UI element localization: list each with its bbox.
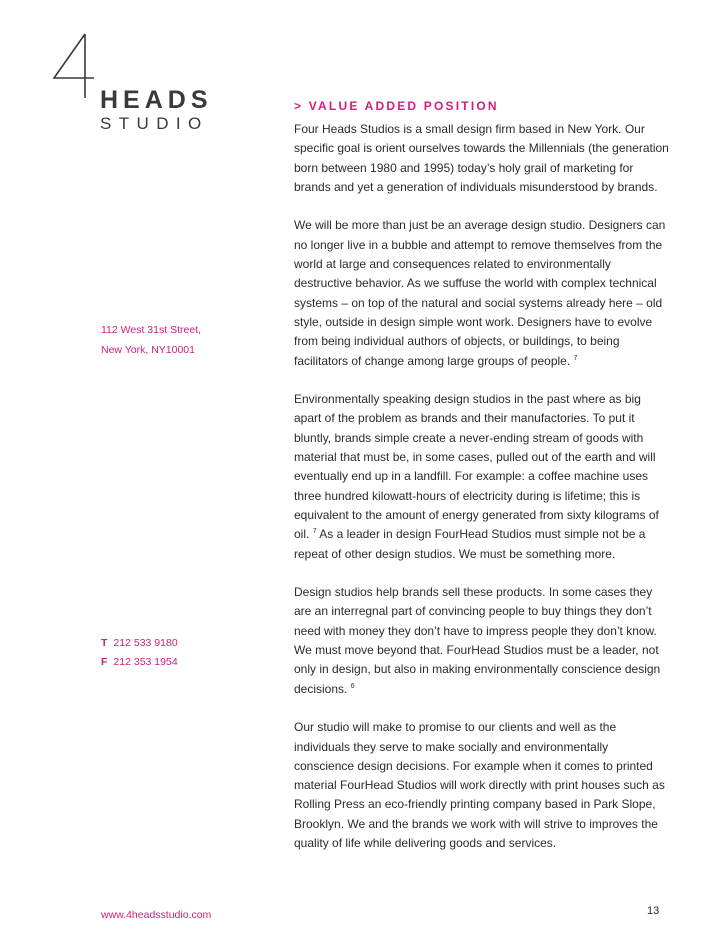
contact-info — [101, 634, 178, 672]
phone-row — [101, 634, 178, 653]
paragraph-4-text: Design studios help brands sell these products. In some cases they are an interregnal part of convincing people to buy things they don’t need with money they don’t have to impress people they don’t know. We must move beyond that. FourHead Studios must be a leader, not only in design, but also in making environmentally conscience design decisions. — [294, 585, 661, 696]
fax-label: F — [101, 656, 108, 668]
paragraph-4 — [294, 583, 669, 699]
body-text — [294, 120, 669, 873]
paragraph-5-text: Our studio will make to promise to our clients and well as the individuals they serve to make socially and environmentally conscience design decisions. For example when it comes to printed material FourHead Studios will work directly with print houses such as Rolling Press an eco-friendly printing company based in Park Slope, Brooklyn. We and the brands we work with will strive to improves the quality of life while delivering goods and services. — [294, 720, 665, 850]
logo-heads-text: HEADS — [100, 86, 213, 114]
paragraph-1 — [294, 120, 669, 197]
address-line-2: New York, NY10001 — [101, 344, 195, 356]
fax-number: 212 353 1954 — [113, 656, 178, 668]
section-heading: > VALUE ADDED POSITION — [294, 99, 499, 113]
address-line-1: 112 West 31st Street, — [101, 324, 201, 336]
studio-address — [101, 320, 201, 360]
studio-logo — [52, 30, 212, 140]
phone-number: 212 533 9180 — [113, 637, 178, 649]
footnote-ref: 7 — [312, 528, 317, 536]
fax-row — [101, 653, 178, 672]
footnote-ref: 6 — [350, 682, 355, 690]
footnote-ref: 7 — [573, 354, 578, 362]
logo-studio-text: STUDIO — [100, 114, 209, 133]
paragraph-2-text: We will be more than just be an average design studio. Designers can no longer live in a bubble and attempt to remove themselves from the world at large and consequences related to environmentally destructive behavior. As we suffuse the world with complex technical systems – on top of the natural and social systems already here – old style, outside in design simple wont work. Designers have to evolve from being individual authors of objects, or buildings, to being facilitators of change among large groups of people. — [294, 218, 666, 368]
paragraph-1-text: Four Heads Studios is a small design firm based in New York. Our specific goal is orient ourselves towards the Millennials (the generation born between 1980 and 1995) today’s holy grail of marketing for brands and yet a generation of individuals misunderstood by brands. — [294, 122, 669, 194]
paragraph-3-text-b: As a leader in design FourHead Studios must simple not be a repeat of other design studios. We must be something more. — [294, 527, 646, 561]
paragraph-3 — [294, 390, 669, 564]
paragraph-3-text-a: Environmentally speaking design studios in the past where as big apart of the problem as brands and their manufactories. To put it bluntly, brands simple create a never-ending stream of goods with material that must be, in some cases, pulled out of the earth and will eventually end up in a landfill. For example: a coffee machine uses three hundred kilowatt-hours of electricity during is lifetime; this is equivalent to the amount of energy generated from sixty kilograms of oil. — [294, 392, 659, 542]
page-number: 13 — [647, 905, 660, 917]
phone-label: T — [101, 637, 108, 649]
website-link[interactable]: www.4headsstudio.com — [101, 909, 212, 921]
logo-numeral-4 — [52, 32, 96, 98]
paragraph-5 — [294, 718, 669, 853]
paragraph-2 — [294, 216, 669, 370]
